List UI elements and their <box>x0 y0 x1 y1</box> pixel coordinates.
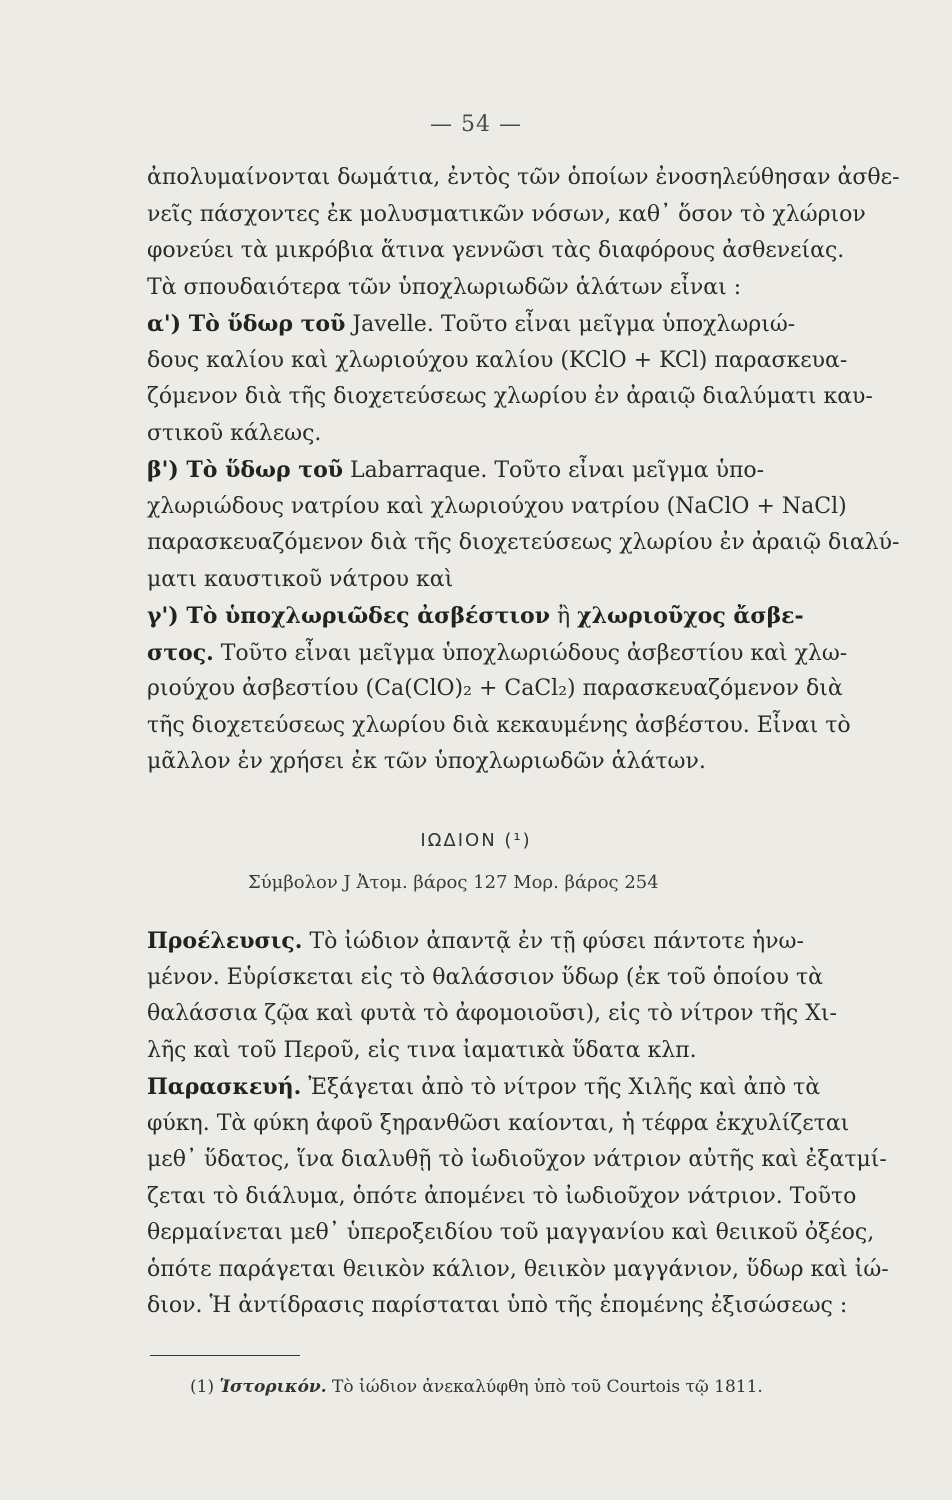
text-line <box>147 1252 927 1288</box>
text-line <box>147 489 927 525</box>
text-run: θαλάσσια ζῷα καὶ φυτὰ τὸ ἀφομοιοῦσι), εἰς τὸ νίτρον τῆς Χι- <box>147 1001 837 1026</box>
text-line <box>147 923 927 959</box>
page-number: — 54 — <box>430 112 522 137</box>
text-line <box>147 343 927 379</box>
footnote-text: Τὸ ἰώδιον ἀνεκαλύφθη ὑπὸ τοῦ Courtois τῷ 1811. <box>332 1377 763 1397</box>
text-run: Τὰ σπουδαιότερα τῶν ὑποχλωριωδῶν ἁλάτων εἶναι : <box>147 274 742 300</box>
text-run: τῆς διοχετεύσεως χλωρίου διὰ κεκαυμένης ἀσβέστου. Εἶναι τὸ <box>147 712 851 738</box>
section-title: ΙΩΔΙΟΝ (¹) <box>420 830 532 851</box>
text-run: φονεύει τὰ μικρόβια ἅτινα γεννῶσι τὰς διαφόρους ἀσθενείας. <box>147 238 845 263</box>
text-line <box>147 598 927 634</box>
text-run: ζεται τὸ διάλυμα, ὁπότε ἀπομένει τὸ ἰωδιοῦχον νάτριον. Τοῦτο <box>147 1183 857 1209</box>
text-line <box>147 960 927 996</box>
footnote-marker: (1) <box>190 1377 215 1397</box>
text-run: χλωριώδους νατρίου καὶ χλωριούχου νατρίου (NaClO + NaCl) <box>147 493 847 519</box>
text-run: μᾶλλον ἐν χρήσει ἐκ τῶν ὑποχλωριωδῶν ἁλάτων. <box>147 749 706 774</box>
text-run: θερμαίνεται μεθ᾽ ὑπεροξειδίου τοῦ μαγγανίου καὶ θειικοῦ ὀξέος, <box>147 1220 875 1245</box>
text-line <box>147 708 927 744</box>
text-run: διον. Ἡ ἀντίδρασις παρίσταται ὑπὸ τῆς ἑπομένης ἐξισώσεως : <box>147 1293 848 1318</box>
text-line <box>147 1288 927 1324</box>
text-line <box>147 1033 927 1069</box>
text-run: ἀπολυμαίνονται δωμάτια, ἐντὸς τῶν ὁποίων ἐνοσηλεύθησαν ἀσθε- <box>147 165 900 190</box>
text-line <box>147 233 927 269</box>
text-run: λῆς καὶ τοῦ Περοῦ, εἰς τινα ἰαματικὰ ὕδατα κλπ. <box>147 1037 697 1063</box>
text-line <box>147 379 927 415</box>
text-run: νεῖς πάσχοντες ἐκ μολυσματικῶν νόσων, καθ᾽ ὅσον τὸ χλώριον <box>147 201 866 227</box>
bold-run: στος. <box>147 639 214 666</box>
text-line <box>147 416 927 452</box>
text-run: δους καλίου καὶ χλωριούχου καλίου (KClO + KCl) παρασκευα- <box>147 347 848 373</box>
text-run: μεθ᾽ ὕδατος, ἵνα διαλυθῇ τὸ ἰωδιοῦχον νάτριον αὐτῆς καὶ ἐξατμί- <box>147 1147 887 1172</box>
text-line <box>147 160 927 196</box>
text-run: παρασκευαζόμενον διὰ τῆς διοχετεύσεως χλωρίου ἐν ἀραιῷ διαλύ- <box>147 530 900 555</box>
text-line <box>147 1142 927 1178</box>
text-line <box>147 306 927 342</box>
text-run: ἢ <box>549 604 578 629</box>
footnote-label: Ἱστορικόν. <box>219 1377 327 1397</box>
bold-run: β') Τὸ ὕδωρ τοῦ <box>147 457 344 483</box>
text-run: στικοῦ κάλεως. <box>147 420 322 446</box>
text-line <box>147 996 927 1032</box>
text-line <box>147 1106 927 1142</box>
bold-run: χλωριοῦχος ἄσβε- <box>577 603 804 629</box>
bold-run: Παρασκευή. <box>147 1074 302 1100</box>
text-line <box>147 1215 927 1251</box>
bold-run: α') Τὸ ὕδωρ τοῦ <box>147 311 346 337</box>
text-line <box>147 452 927 488</box>
element-properties: Σύμβολον J Ἀτομ. βάρος 127 Μορ. βάρος 254 <box>248 872 659 893</box>
text-line <box>147 270 927 306</box>
text-run: ματι καυστικοῦ νάτρου καὶ <box>147 566 454 592</box>
text-line <box>147 562 927 598</box>
text-run: ριούχου ἀσβεστίου (Ca(ClO)₂ + CaCl₂) παρασκευαζόμενον διὰ <box>147 676 843 701</box>
bold-run: Προέλευσις. <box>147 928 303 954</box>
text-run: Τὸ ἰώδιον ἀπαντᾷ ἐν τῇ φύσει πάντοτε ἡνω- <box>302 929 804 954</box>
text-line <box>147 671 927 707</box>
text-run: ζόμενον διὰ τῆς διοχετεύσεως χλωρίου ἐν ἀραιῷ διαλύματι καυ- <box>147 384 873 409</box>
text-run: φύκη. Τὰ φύκη ἀφοῦ ξηρανθῶσι καίονται, ἡ τέφρα ἐκχυλίζεται <box>147 1110 850 1136</box>
text-line <box>147 197 927 233</box>
text-run: Javelle. Τοῦτο εἶναι μεῖγμα ὑποχλωριώ- <box>345 312 796 337</box>
text-run: Τοῦτο εἶναι μεῖγμα ὑποχλωριώδους ἀσβεστίου καὶ χλω- <box>213 640 848 666</box>
text-run: ὁπότε παράγεται θειικὸν κάλιον, θειικὸν μαγγάνιον, ὕδωρ καὶ ἰώ- <box>147 1256 889 1282</box>
footnote <box>190 1377 763 1397</box>
footnote-separator <box>150 1355 300 1356</box>
text-run: μένον. Εὑρίσκεται εἰς τὸ θαλάσσιον ὕδωρ (ἐκ τοῦ ὁποίου τὰ <box>147 964 824 990</box>
bold-run: γ') Τὸ ὑποχλωριῶδες ἀσβέστιον <box>147 603 550 629</box>
text-line <box>147 1069 927 1105</box>
text-line <box>147 1179 927 1215</box>
text-line <box>147 744 927 780</box>
text-run: Labarraque. Τοῦτο εἶναι μεῖγμα ὑπο- <box>343 458 765 483</box>
text-run: Ἐξάγεται ἀπὸ τὸ νίτρον τῆς Χιλῆς καὶ ἀπὸ τὰ <box>301 1075 821 1100</box>
text-line <box>147 525 927 561</box>
text-line <box>147 635 927 671</box>
